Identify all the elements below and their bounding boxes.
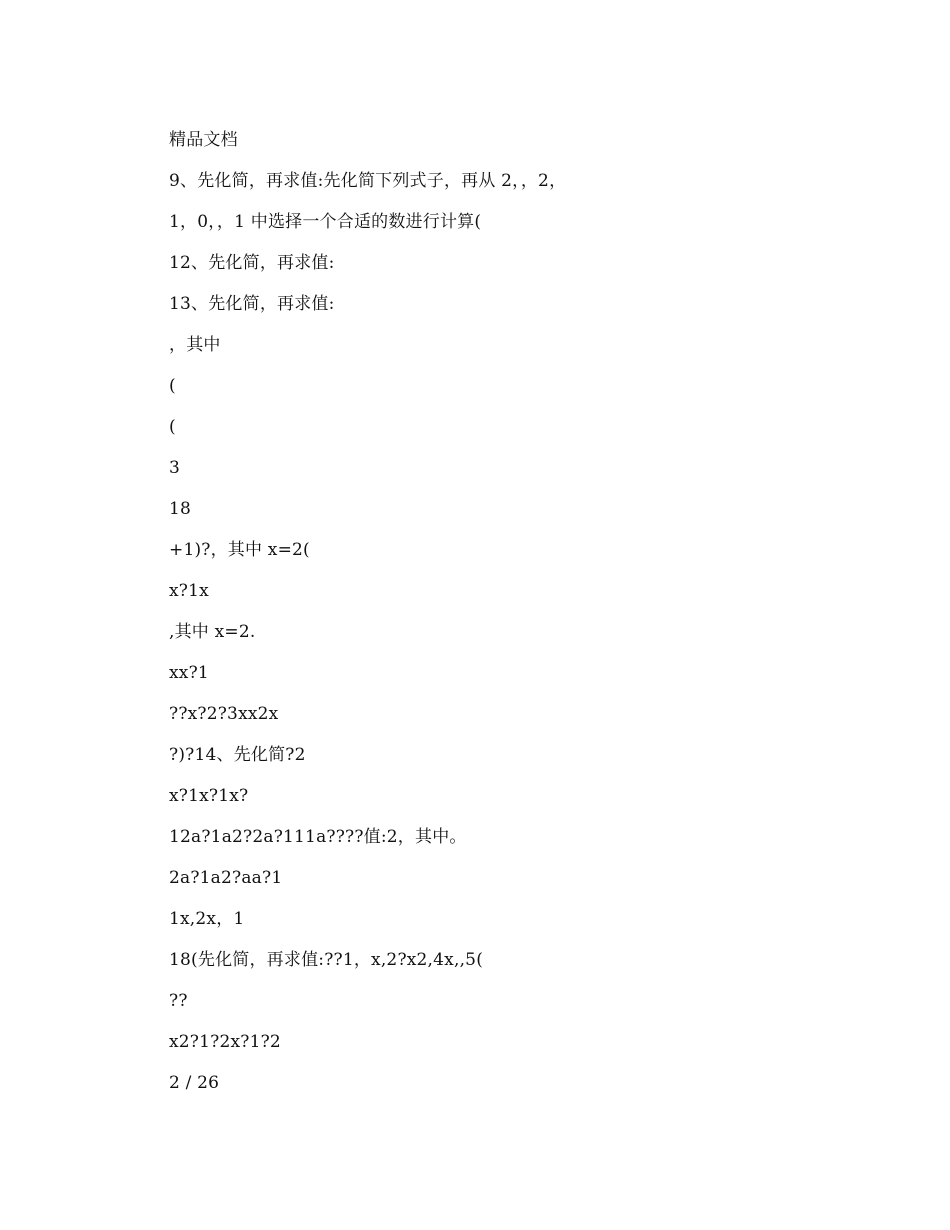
text-line: ??x?2?3xx2x xyxy=(169,704,279,724)
text-line: 13、先化简，再求值: xyxy=(169,294,335,314)
text-line: 1，0，，1 中选择一个合适的数进行计算( xyxy=(169,212,482,232)
page-number: 2 / 26 xyxy=(169,1073,220,1093)
text-line: 2a?1a2?aa?1 xyxy=(169,868,283,888)
text-line: +1)?，其中 x=2( xyxy=(169,540,310,560)
text-line: 18 xyxy=(169,499,192,519)
text-line: ，其中 xyxy=(169,335,221,355)
text-line: xx?1 xyxy=(169,663,209,683)
text-line: 3 xyxy=(169,458,181,478)
text-line: 1x,2x，1 xyxy=(169,909,245,929)
document-body xyxy=(169,126,869,1110)
text-line: ,其中 x=2. xyxy=(169,622,256,642)
text-line: ( xyxy=(169,417,176,437)
text-line: x?1x xyxy=(169,581,209,601)
text-line: 12a?1a2?2a?111a????值:2，其中。 xyxy=(169,827,467,847)
text-line: 12、先化简，再求值: xyxy=(169,253,335,273)
text-line: ?? xyxy=(169,991,188,1011)
text-line: x?1x?1x? xyxy=(169,786,249,806)
text-line: 18(先化简，再求值:??1，x,2?x2,4x,,5( xyxy=(169,950,484,970)
text-line: ?)?14、先化简?2 xyxy=(169,745,306,765)
document-header: 精品文档 xyxy=(169,130,238,150)
text-line: x2?1?2x?1?2 xyxy=(169,1032,281,1052)
text-line: ( xyxy=(169,376,176,396)
text-line: 9、先化简，再求值:先化简下列式子，再从 2，，2， xyxy=(169,171,567,191)
